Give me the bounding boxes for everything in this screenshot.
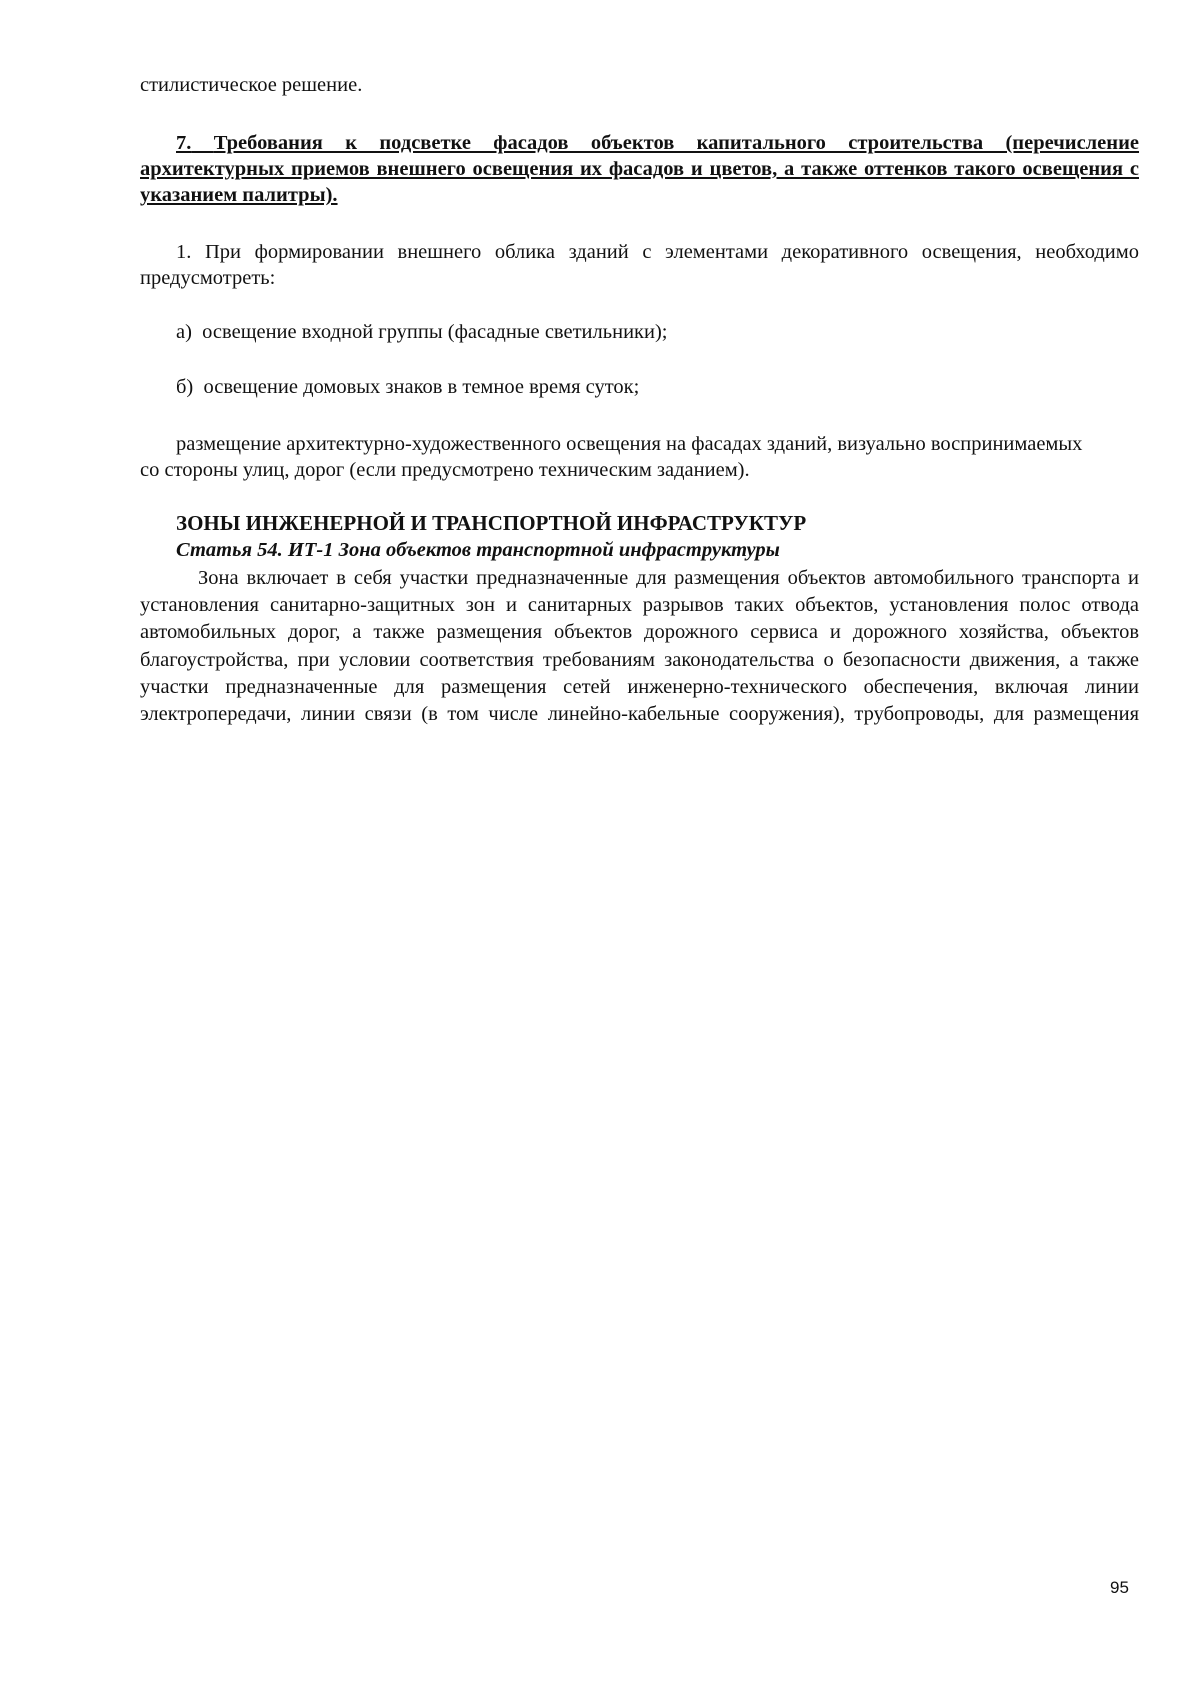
article-body: Зона включает в себя участки предназначенные для размещения объектов автомобильного транспорта и установления санитарно-защитных зон и санитарных разрывов таких объектов, установления полос отвода автомобильных дорог, а также размещения объектов дорожного сервиса и дорожного хозяйства, объектов благоустройства, при условии соответствия требованиям законодательства о безопасности движения, а также участки предназначенные для размещения сетей инженерно-технического обеспечения, включая линии электропередачи, линии связи (в том числе линейно-кабельные сооружения), трубопроводы, для размещения [140,567,1139,726]
section-7-heading [140,130,1139,208]
paragraph-item-c: размещение архитектурно-художественного освещения на фасадах зданий, визуально воспринимаемых со стороны улиц, дорог (если предусмотрено техническим заданием). [140,433,1083,481]
list-item-a: а) освещение входной группы (фасадные светильники); [176,321,668,343]
section-7-title: Требования к подсветке фасадов объектов капитального строительства (перечисление архитектурных приемов внешнего освещения их фасадов и цветов, а также оттенков такого освещения с указанием палитры). [140,132,1140,206]
paragraph-item-1: 1. При формировании внешнего облика зданий с элементами декоративного освещения, необходимо предусмотреть: [140,241,1139,289]
list-item-b: б) освещение домовых знаков в темное время суток; [176,376,640,398]
page-number: 95 [1110,1578,1129,1597]
zone-heading: ЗОНЫ ИНЖЕНЕРНОЙ И ТРАНСПОРТНОЙ ИНФРАСТРУКТУР [176,511,807,535]
section-7-number: 7. [176,132,192,154]
article-heading: Статья 54. ИТ-1 Зона объектов транспортной инфраструктуры [176,539,780,561]
intro-tail-text: стилистическое решение. [140,74,363,96]
